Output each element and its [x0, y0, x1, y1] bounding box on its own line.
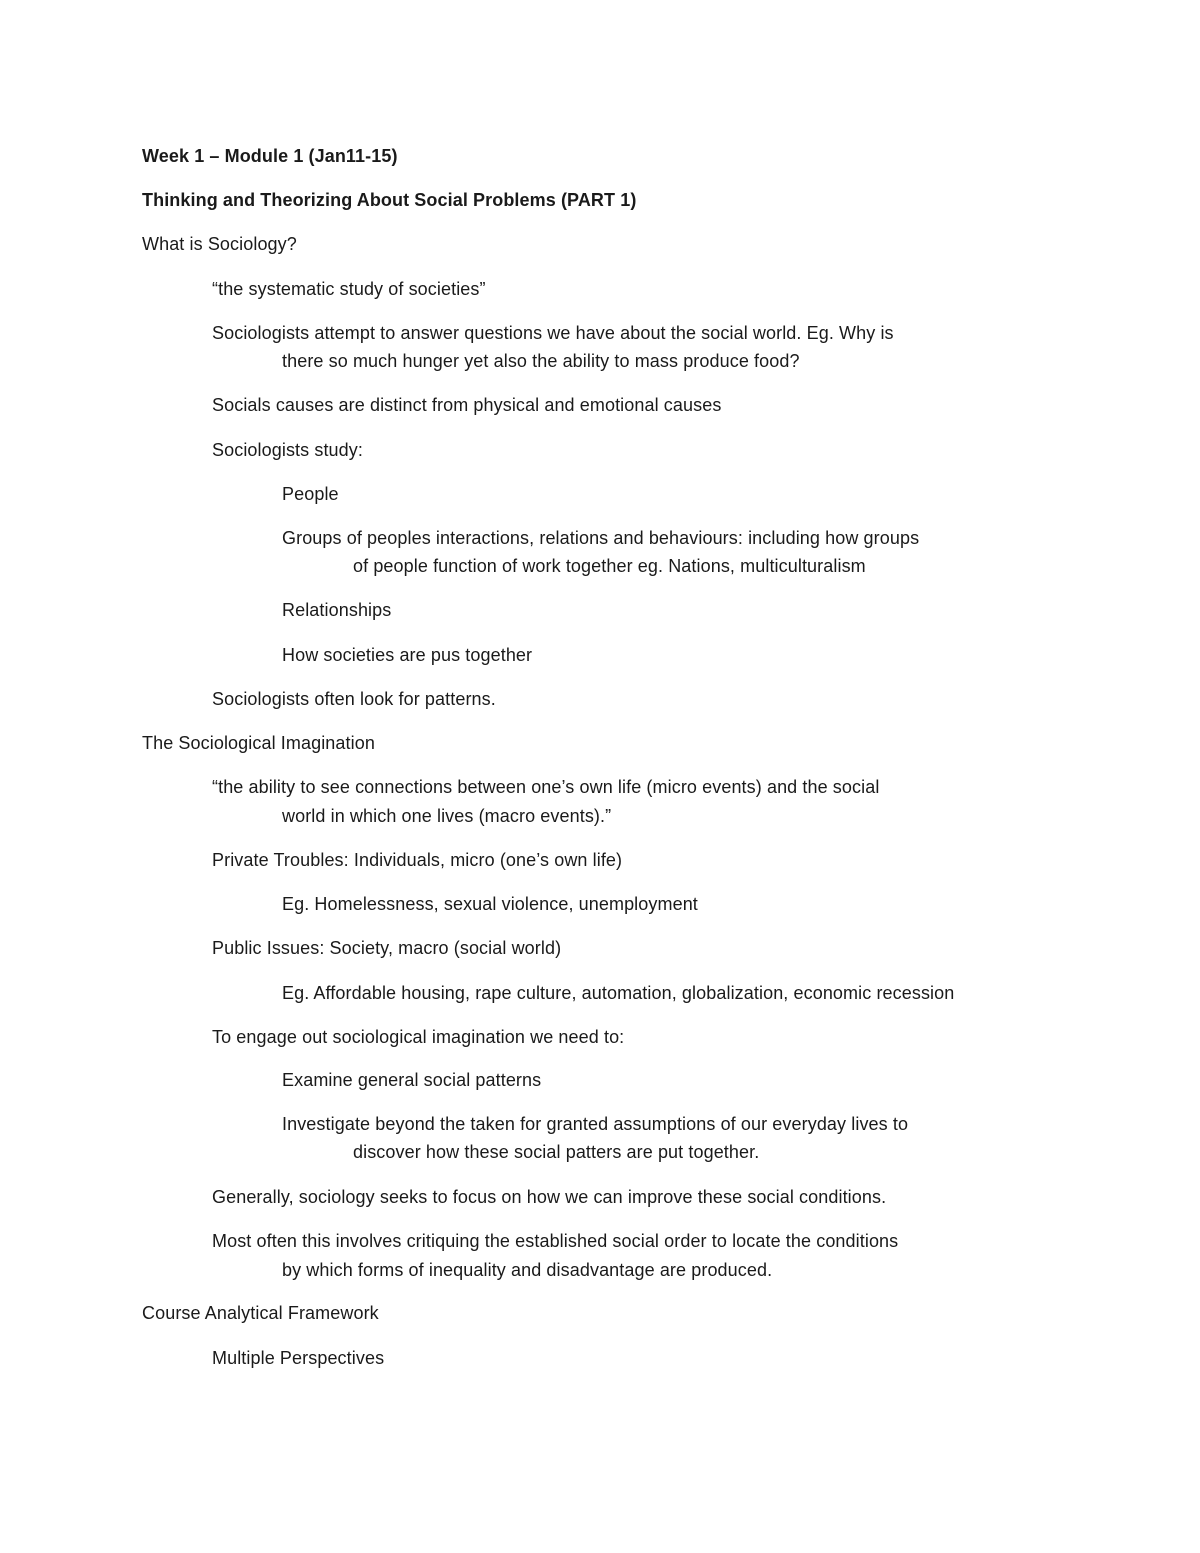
section-title-sociological-imagination: The Sociological Imagination — [142, 733, 375, 753]
study-item-societies: How societies are pus together — [282, 645, 533, 665]
most-often-line2: by which forms of inequality and disadvantage are produced. — [282, 1260, 773, 1280]
document-subheading: Thinking and Theorizing About Social Problems (PART 1) — [142, 190, 637, 210]
social-causes-text: Socials causes are distinct from physical and emotional causes — [212, 395, 722, 415]
generally-text: Generally, sociology seeks to focus on how we can improve these social conditions. — [212, 1187, 887, 1207]
study-item-groups-line2: of people function of work together eg. Nations, multiculturalism — [353, 556, 866, 576]
section-title-course-framework: Course Analytical Framework — [142, 1303, 379, 1323]
sociologists-questions-line2: there so much hunger yet also the ability to mass produce food? — [282, 351, 800, 371]
document-heading: Week 1 – Module 1 (Jan11-15) — [142, 146, 398, 166]
imagination-definition-line2: world in which one lives (macro events).” — [282, 806, 612, 826]
engage-item-investigate-line2: discover how these social patters are put together. — [353, 1142, 760, 1162]
most-often-line1: Most often this involves critiquing the established social order to locate the conditions — [212, 1231, 899, 1251]
public-issues-text: Public Issues: Society, macro (social world) — [212, 938, 562, 958]
public-issues-examples: Eg. Affordable housing, rape culture, automation, globalization, economic recession — [282, 983, 955, 1003]
private-troubles-examples: Eg. Homelessness, sexual violence, unemployment — [282, 894, 698, 914]
study-item-people: People — [282, 484, 339, 504]
study-item-relationships: Relationships — [282, 600, 392, 620]
framework-item-multiple-perspectives: Multiple Perspectives — [212, 1348, 385, 1368]
imagination-definition-line1: “the ability to see connections between one’s own life (micro events) and the social — [212, 777, 880, 797]
engage-intro: To engage out sociological imagination we need to: — [212, 1027, 625, 1047]
sociologists-study-intro: Sociologists study: — [212, 440, 363, 460]
sociology-definition: “the systematic study of societies” — [212, 279, 486, 299]
section-title-what-is-sociology: What is Sociology? — [142, 234, 297, 254]
patterns-text: Sociologists often look for patterns. — [212, 689, 496, 709]
engage-item-investigate-line1: Investigate beyond the taken for granted assumptions of our everyday lives to — [282, 1114, 909, 1134]
sociologists-questions-line1: Sociologists attempt to answer questions we have about the social world. Eg. Why is — [212, 323, 894, 343]
private-troubles-text: Private Troubles: Individuals, micro (one’s own life) — [212, 850, 623, 870]
engage-item-examine: Examine general social patterns — [282, 1070, 542, 1090]
study-item-groups-line1: Groups of peoples interactions, relations and behaviours: including how groups — [282, 528, 920, 548]
